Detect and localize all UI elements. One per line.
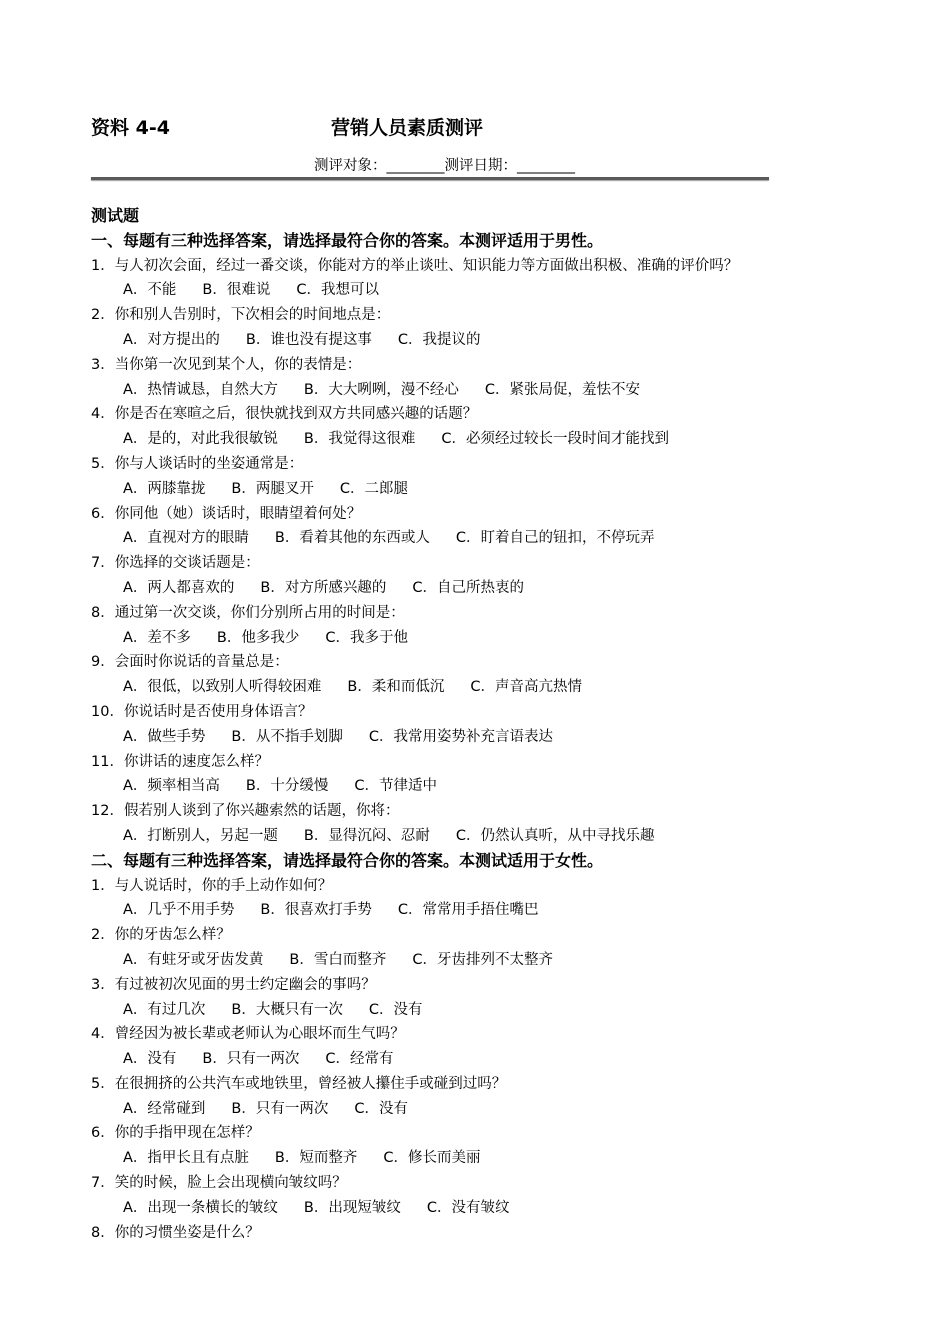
answer-options bbox=[91, 328, 871, 353]
questionnaire-body bbox=[91, 204, 871, 1245]
answer-options bbox=[91, 824, 871, 849]
answer-option[interactable]: B．对方所感兴趣的 bbox=[260, 579, 387, 596]
question-text: 7．你选择的交谈话题是： bbox=[91, 555, 260, 572]
answer-option[interactable]: C．我想可以 bbox=[296, 282, 379, 299]
answer-option[interactable]: C．经常有 bbox=[325, 1051, 394, 1068]
answer-option[interactable]: B．很难说 bbox=[202, 282, 271, 299]
answer-options bbox=[91, 378, 871, 403]
answer-option[interactable]: A．差不多 bbox=[123, 629, 191, 646]
answer-option[interactable]: C．没有 bbox=[368, 1001, 423, 1018]
answer-option[interactable]: C．修长而美丽 bbox=[383, 1150, 481, 1167]
answer-option[interactable]: C．没有 bbox=[354, 1100, 408, 1117]
answer-options bbox=[91, 1047, 871, 1072]
answer-option[interactable]: A．出现一条横长的皱纹 bbox=[123, 1199, 278, 1216]
question-text: 12．假若别人谈到了你兴趣索然的话题，你将： bbox=[91, 803, 400, 820]
answer-option[interactable]: B．十分缓慢 bbox=[245, 778, 329, 795]
answer-option[interactable]: B．雪白而整齐 bbox=[289, 951, 387, 968]
part1-heading: 一、每题有三种选择答案，请选择最符合你的答案。本测评适用于男性。 bbox=[91, 230, 604, 250]
answer-option[interactable]: A．频率相当高 bbox=[123, 778, 220, 795]
answer-option[interactable]: A．几乎不用手势 bbox=[123, 902, 235, 919]
answer-option[interactable]: C．盯着自己的钮扣，不停玩弄 bbox=[455, 530, 655, 547]
answer-option[interactable]: C．仍然认真听，从中寻找乐趣 bbox=[455, 827, 655, 844]
question-text: 4．曾经因为被长辈或老师认为心眼坏而生气吗？ bbox=[91, 1026, 405, 1043]
question-text: 5．在很拥挤的公共汽车或地铁里，曾经被人攥住手或碰到过吗？ bbox=[91, 1075, 507, 1092]
question-text: 3．有过被初次见面的男士约定幽会的事吗？ bbox=[91, 976, 376, 993]
answer-option[interactable]: B．看着其他的东西或人 bbox=[274, 530, 430, 547]
answer-option[interactable]: C．紧张局促，羞怯不安 bbox=[484, 381, 640, 398]
answer-option[interactable]: B．谁也没有提这事 bbox=[245, 331, 372, 348]
answer-options bbox=[91, 626, 871, 651]
answer-option[interactable]: A．有蛀牙或牙齿发黄 bbox=[123, 951, 264, 968]
question-text: 2．你的牙齿怎么样？ bbox=[91, 927, 231, 944]
answer-option[interactable]: A．直视对方的眼睛 bbox=[123, 530, 249, 547]
answer-option[interactable]: C．我多于他 bbox=[325, 629, 408, 646]
answer-options bbox=[91, 725, 871, 750]
question-text: 1．与人初次会面，经过一番交谈，你能对方的举止谈吐、知识能力等方面做出积极、准确的评价吗？ bbox=[91, 257, 739, 274]
question-text: 11．你讲话的速度怎么样？ bbox=[91, 753, 269, 770]
answer-option[interactable]: A．很低，以致别人听得较困难 bbox=[123, 679, 322, 696]
answer-option[interactable]: C．必须经过较长一段时间才能找到 bbox=[441, 431, 669, 448]
answer-option[interactable]: C．二郎腿 bbox=[339, 480, 408, 497]
question-text: 6．你的手指甲现在怎样？ bbox=[91, 1125, 260, 1142]
answer-options bbox=[91, 675, 871, 700]
answer-options bbox=[91, 477, 871, 502]
part1-question-list bbox=[91, 254, 871, 849]
answer-option[interactable]: A．是的，对此我很敏锐 bbox=[123, 431, 278, 448]
assessment-meta-line: 测评对象：________测评日期：________ bbox=[314, 158, 575, 174]
header-divider bbox=[91, 177, 769, 180]
document-title: 营销人员素质测评 bbox=[331, 117, 484, 139]
part2-heading: 二、每题有三种选择答案，请选择最符合你的答案。本测试适用于女性。 bbox=[91, 850, 604, 870]
header bbox=[91, 113, 771, 143]
answer-options bbox=[91, 576, 871, 601]
answer-option[interactable]: C．没有皱纹 bbox=[426, 1199, 510, 1216]
answer-option[interactable]: A．热情诚恳，自然大方 bbox=[123, 381, 278, 398]
question-text: 1．与人说话时，你的手上动作如何？ bbox=[91, 877, 333, 894]
answer-options bbox=[91, 948, 871, 973]
question-text: 8．通过第一次交谈，你们分别所占用的时间是： bbox=[91, 604, 405, 621]
answer-option[interactable]: B．柔和而低沉 bbox=[347, 679, 445, 696]
question-text: 9．会面时你说话的音量总是： bbox=[91, 654, 289, 671]
answer-option[interactable]: A．有过几次 bbox=[123, 1001, 206, 1018]
answer-options bbox=[91, 998, 871, 1023]
answer-option[interactable]: A．打断别人，另起一题 bbox=[123, 827, 278, 844]
answer-option[interactable]: A．指甲长且有点脏 bbox=[123, 1150, 249, 1167]
answer-options bbox=[91, 1097, 871, 1122]
answer-option[interactable]: C．牙齿排列不太整齐 bbox=[412, 951, 553, 968]
question-text: 3．当你第一次见到某个人，你的表情是： bbox=[91, 356, 362, 373]
answer-option[interactable]: B．他多我少 bbox=[216, 629, 300, 646]
question-text: 4．你是否在寒暄之后，很快就找到双方共同感兴趣的话题？ bbox=[91, 406, 478, 423]
question-text: 8．你的习惯坐姿是什么？ bbox=[91, 1224, 260, 1241]
answer-option[interactable]: B．显得沉闷、忍耐 bbox=[303, 827, 430, 844]
document-label: 资料 4-4 bbox=[91, 117, 170, 139]
answer-option[interactable]: C．我提议的 bbox=[397, 331, 481, 348]
answer-option[interactable]: A．两膝靠拢 bbox=[123, 480, 206, 497]
answer-option[interactable]: B．只有一两次 bbox=[231, 1100, 329, 1117]
answer-options bbox=[91, 427, 871, 452]
question-text: 10．你说话时是否使用身体语言？ bbox=[91, 703, 313, 720]
answer-option[interactable]: C．自己所热衷的 bbox=[412, 579, 524, 596]
question-text: 2．你和别人告别时，下次相会的时间地点是： bbox=[91, 307, 391, 324]
answer-option[interactable]: A．经常碰到 bbox=[123, 1100, 206, 1117]
question-text: 5．你与人谈话时的坐姿通常是： bbox=[91, 455, 304, 472]
answer-option[interactable]: B．从不指手划脚 bbox=[231, 728, 343, 745]
answer-option[interactable]: A．做些手势 bbox=[123, 728, 206, 745]
answer-option[interactable]: B．大大咧咧，漫不经心 bbox=[303, 381, 459, 398]
question-text: 6．你同他（她）谈话时，眼睛望着何处？ bbox=[91, 505, 362, 522]
answer-option[interactable]: A．对方提出的 bbox=[123, 331, 220, 348]
answer-option[interactable]: B．短而整齐 bbox=[274, 1150, 358, 1167]
answer-option[interactable]: C．节律适中 bbox=[354, 778, 437, 795]
answer-option[interactable]: B．出现短皱纹 bbox=[303, 1199, 401, 1216]
answer-options bbox=[91, 526, 871, 551]
answer-options bbox=[91, 1196, 871, 1221]
answer-option[interactable]: C．声音高亢热情 bbox=[470, 679, 582, 696]
part2-question-list bbox=[91, 874, 871, 1246]
answer-option[interactable]: B．只有一两次 bbox=[202, 1051, 300, 1068]
answer-option[interactable]: C．常常用手捂住嘴巴 bbox=[397, 902, 539, 919]
answer-option[interactable]: B．两腿叉开 bbox=[231, 480, 314, 497]
answer-option[interactable]: B．很喜欢打手势 bbox=[260, 902, 372, 919]
answer-options bbox=[91, 774, 871, 799]
section-label: 测试题 bbox=[91, 206, 140, 225]
question-text: 7．笑的时候，脸上会出现横向皱纹吗？ bbox=[91, 1175, 347, 1192]
answer-options bbox=[91, 1146, 871, 1171]
answer-options bbox=[91, 898, 871, 923]
answer-option[interactable]: B．我觉得这很难 bbox=[303, 431, 416, 448]
answer-option[interactable]: A．两人都喜欢的 bbox=[123, 579, 235, 596]
answer-option[interactable]: C．我常用姿势补充言语表达 bbox=[368, 728, 553, 745]
answer-option[interactable]: A．不能 bbox=[123, 282, 177, 299]
answer-options bbox=[91, 278, 871, 303]
answer-option[interactable]: A．没有 bbox=[123, 1051, 177, 1068]
answer-option[interactable]: B．大概只有一次 bbox=[231, 1001, 343, 1018]
